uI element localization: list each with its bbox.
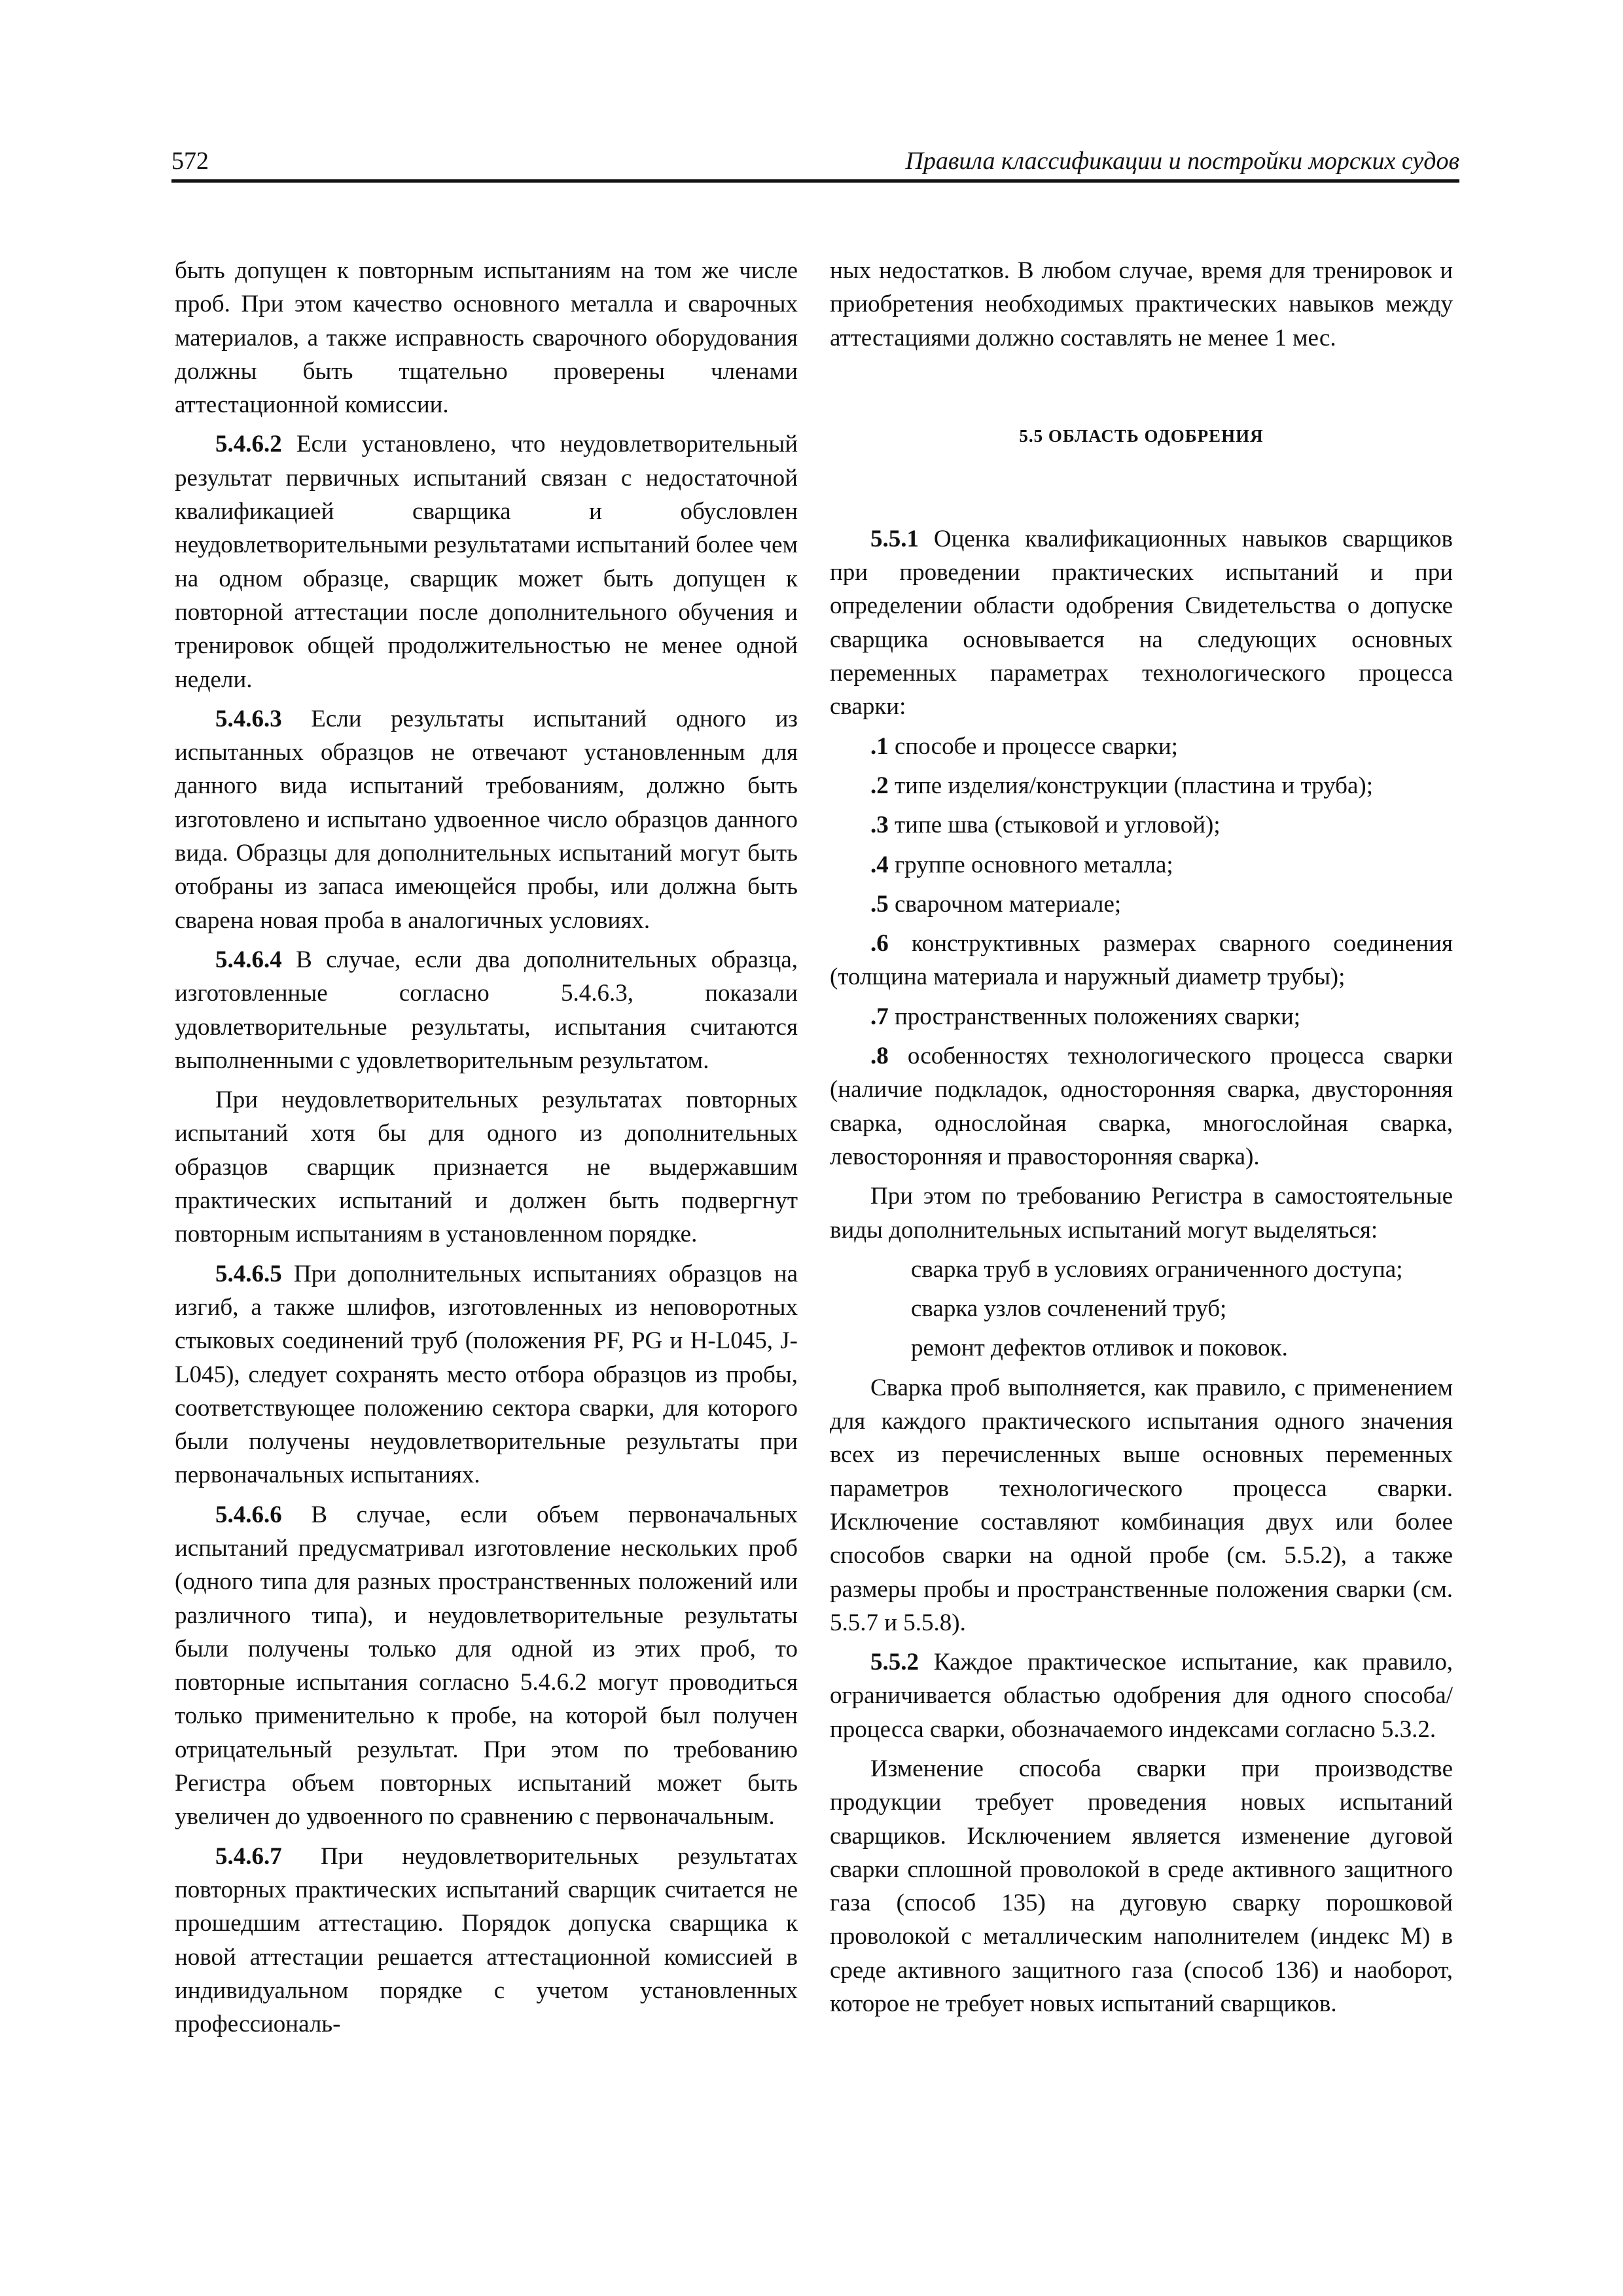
section-heading: 5.5 ОБЛАСТЬ ОДОБРЕНИЯ — [1019, 425, 1264, 446]
paragraph-5-5-2: 5.5.2 Каждое практическое испытание, как правило, ограничивается областью одобрения для одного способа/процесса сварки, обозначаемого индексами согласно 5.3.2. — [830, 1649, 1453, 1743]
paragraph: Сварка проб выполняется, как правило, с применением для каждого практического испытания одного значения всех из перечисленных выше основных переменных параметров технологического процесса сварки. Исключение составляют комбинация двух или более способов сварки на одной пробе (см. 5.5.2), а также размеры пробы и пространственные положения сварки (см. 5.5.7 и 5.5.8). — [830, 1374, 1453, 1636]
list-item: .1 способе и процессе сварки; — [870, 732, 1178, 760]
list-item: .8 особенностях технологического процесса сварки (наличие подкладок, односторонняя сварка, двусторонняя сварка, однослойная сварка, многослойная сварка, левосторонняя и правосторонняя сварка). — [830, 1043, 1453, 1170]
left-column — [175, 254, 798, 2047]
paragraph-5-4-6-4: 5.4.6.4 В случае, если два дополнительных образца, изготовленные согласно 5.4.6.3, показали удовлетворительные результаты, испытания считаются выполненными с удовлетворительным результатом. — [175, 946, 798, 1074]
list-item: .6 конструктивных размерах сварного соединения (толщина материала и наружный диаметр трубы); — [830, 930, 1453, 991]
paragraph-5-4-6-3: 5.4.6.3 Если результаты испытаний одного из испытанных образцов не отвечают установленным для данного вида испытаний требованиям, должно быть изготовлено и испытано удвоенное число образцов данного вида. Образцы для дополнительных испытаний могут быть отобраны из запаса имеющейся пробы, или должна быть сварена новая проба в аналогичных условиях. — [175, 705, 798, 934]
paragraph: ных недостатков. В любом случае, время для тренировок и приобретения необходимых практических навыков между аттестациями должно составлять не менее 1 мес. — [830, 257, 1453, 351]
right-column — [830, 254, 1453, 2026]
paragraph: При этом по требованию Регистра в самостоятельные виды дополнительных испытаний могут выделяться: — [830, 1183, 1453, 1244]
list-item: .3 типе шва (стыковой и угловой); — [870, 812, 1221, 839]
paragraph: При неудовлетворительных результатах повторных испытаний хотя бы для одного из дополнительных образцов сварщик признается не выдержавшим практических испытаний и должен быть подвергнут повторным испытаниям в установленном порядке. — [175, 1086, 798, 1248]
list-item: .5 сварочном материале; — [870, 890, 1122, 918]
paragraph-5-4-6-7: 5.4.6.7 При неудовлетворительных результатах повторных практических испытаний сварщик считается не прошедшим аттестацию. Порядок допуска сварщика к новой аттестации решается аттестационной комиссией в индивидуальном порядке с учетом установленных профессиональ- — [175, 1842, 798, 2038]
list-item: .4 группе основного металла; — [870, 851, 1173, 878]
list-item: ремонт дефектов отливок и поковок. — [911, 1335, 1288, 1362]
paragraph-5-4-6-6: 5.4.6.6 В случае, если объем первоначальных испытаний предусматривал изготовление нескольких проб (одного типа для разных пространственных положений или различного типа), и неудовлетворительные результаты были получены только для одной из этих проб, то повторные испытания согласно 5.4.6.2 могут проводиться только применительно к пробе, на которой был получен отрицательный результат. При этом по требованию Регистра объем повторных испытаний может быть увеличен до удвоенного по сравнению с первоначальным. — [175, 1501, 798, 1831]
paragraph-5-5-1: 5.5.1 Оценка квалификационных навыков сварщиков при проведении практических испытаний и при определении области одобрения Свидетельства о допуске сварщика основывается на следующих основных переменных параметрах технологического процесса сварки: — [830, 525, 1453, 721]
list-item: сварка узлов сочленений труб; — [911, 1295, 1227, 1323]
page-number: 572 — [171, 147, 209, 175]
list-item: сварка труб в условиях ограниченного доступа; — [911, 1255, 1403, 1283]
page-header — [171, 145, 1459, 183]
paragraph: Изменение способа сварки при производстве продукции требует проведения новых испытаний сварщиков. Исключением является изменение дуговой сварки сплошной проволокой в среде активного защитного газа (способ 135) на дуговую сварку порошковой проволокой с металлическим наполнителем (индекс М) в среде активного защитного газа (способ 136) и наоборот, которое не требует новых испытаний сварщиков. — [830, 1755, 1453, 2018]
list-item: .2 типе изделия/конструкции (пластина и труба); — [870, 772, 1374, 799]
paragraph: быть допущен к повторным испытаниям на том же числе проб. При этом качество основного металла и сварочных материалов, а также исправность сварочного оборудования должны быть тщательно проверены членами аттестационной комиссии. — [175, 257, 798, 419]
paragraph-5-4-6-2: 5.4.6.2 Если установлено, что неудовлетворительный результат первичных испытаний связан с недостаточной квалификацией сварщика и обусловлен неудовлетворительными результатами испытаний более чем на одном образце, сварщик может быть допущен к повторной аттестации после дополнительного обучения и тренировок общей продолжительностью не менее одной недели. — [175, 431, 798, 693]
list-item: .7 пространственных положениях сварки; — [870, 1003, 1301, 1030]
running-title: Правила классификации и постройки морских судов — [905, 147, 1459, 175]
paragraph-5-4-6-5: 5.4.6.5 При дополнительных испытаниях образцов на изгиб, а также шлифов, изготовленных из неповоротных стыковых соединений труб (положения PF, PG и H-L045, J-L045), следует сохранять место отбора образцов из пробы, соответствующее положению сектора сварки, для которого были получены неудовлетворительные результаты при первоначальных испытаниях. — [175, 1260, 798, 1489]
